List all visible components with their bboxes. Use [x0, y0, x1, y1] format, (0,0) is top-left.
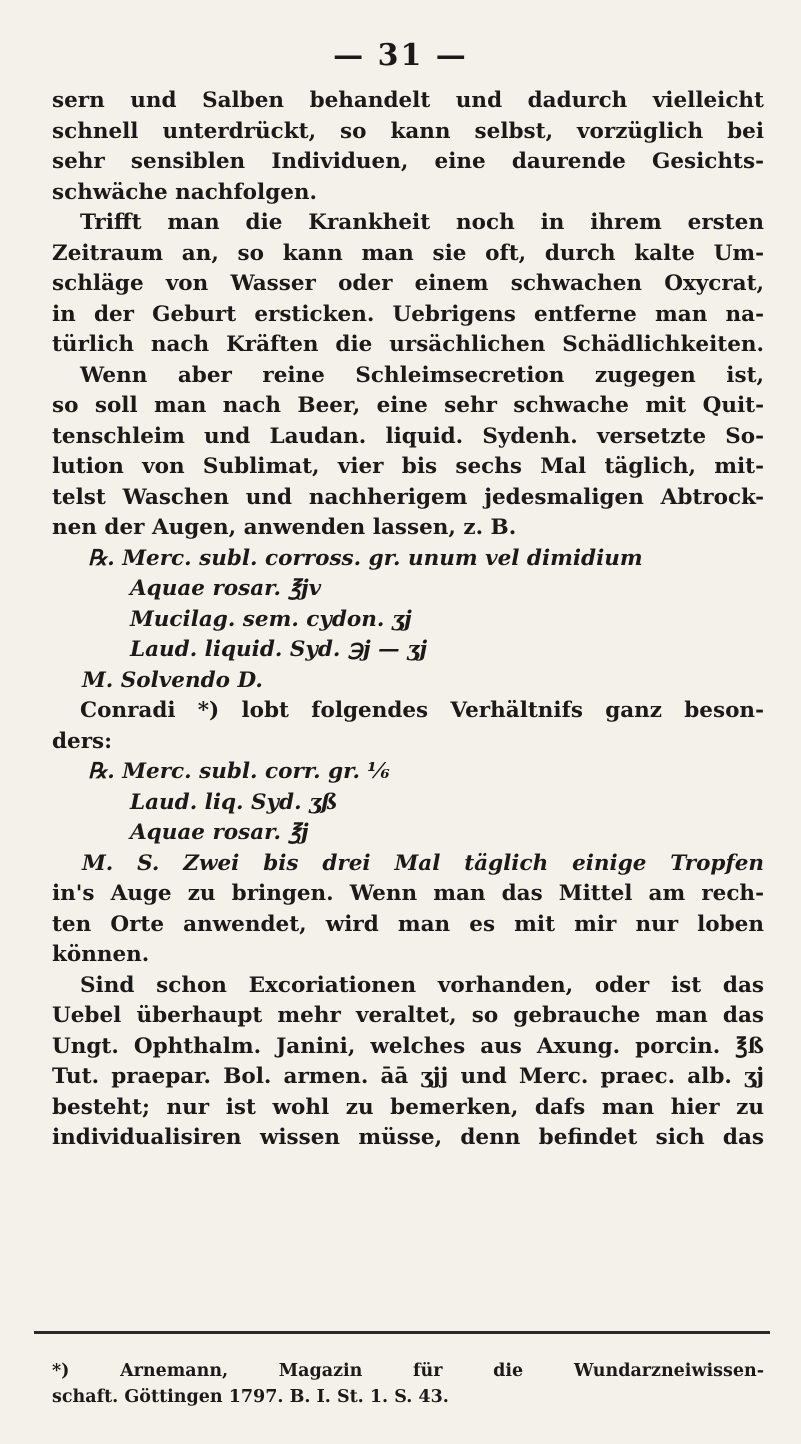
text-line: M. Solvendo D.	[82, 667, 263, 693]
text-line: M. S. Zwei bis drei Mal täglich einige Tropfen	[82, 850, 764, 876]
text-line: ℞. Merc. subl. corr. gr. ⅙	[88, 759, 390, 784]
text-line: Wenn aber reine Schleimsecretion zugegen ist,	[80, 362, 764, 388]
footnote-line: *) Arnemann, Magazin für die Wundarzneiwissen-	[52, 1361, 764, 1381]
footnote-divider	[34, 1331, 770, 1334]
text-line: individualisiren wissen müsse, denn befindet sich das	[52, 1125, 764, 1150]
text-line: in's Auge zu bringen. Wenn man das Mittel am rech-	[52, 881, 764, 906]
text-line: Mucilag. sem. cydon. ʒj	[130, 606, 412, 632]
text-line: nen der Augen, anwenden lassen, z. B.	[52, 515, 517, 540]
footnote-line: schaft. Göttingen 1797. B. I. St. 1. S. 43.	[52, 1387, 449, 1407]
text-line: sern und Salben behandelt und dadurch vielleicht	[52, 88, 764, 113]
text-line: türlich nach Kräften die ursächlichen Schädlichkeiten.	[52, 332, 764, 357]
text-line: Aquae rosar. ℥j	[130, 820, 309, 845]
text-line: so soll man nach Beer, eine sehr schwache mit Quit-	[52, 393, 764, 418]
body-text	[52, 86, 764, 1154]
text-line: ders:	[52, 728, 113, 754]
text-line: Uebel überhaupt mehr veraltet, so gebrauche man das	[52, 1003, 764, 1028]
text-line: können.	[52, 942, 150, 967]
footnote	[52, 1358, 764, 1410]
page-number: — 31 —	[333, 38, 468, 73]
text-line: Conradi *) lobt folgendes Verhältnifs ganz beson-	[80, 698, 764, 723]
text-line: ℞. Merc. subl. corross. gr. unum vel dimidium	[88, 545, 643, 571]
text-line: ten Orte anwendet, wird man es mit mir nur loben	[52, 911, 764, 937]
text-line: Tut. praepar. Bol. armen. āā ʒjj und Merc. praec. alb. ʒj	[52, 1064, 764, 1089]
text-line: besteht; nur ist wohl zu bemerken, dafs man hier zu	[52, 1094, 764, 1120]
text-line: schwäche nachfolgen.	[52, 179, 318, 205]
text-line: Sind schon Excoriationen vorhanden, oder ist das	[80, 972, 764, 998]
text-line: in der Geburt ersticken. Uebrigens entferne man na-	[52, 301, 764, 327]
text-line: Zeitraum an, so kann man sie oft, durch kalte Um-	[52, 240, 764, 266]
text-line: lution von Sublimat, vier bis sechs Mal täglich, mit-	[52, 454, 764, 479]
text-line: schläge von Wasser oder einem schwachen Oxycrat,	[52, 271, 764, 296]
text-line: tenschleim und Laudan. liquid. Sydenh. versetzte So-	[52, 423, 764, 449]
text-line: telst Waschen und nachherigem jedesmaligen Abtrock-	[52, 484, 764, 510]
text-line: schnell unterdrückt, so kann selbst, vorzüglich bei	[52, 118, 764, 144]
text-line: Trifft man die Krankheit noch in ihrem ersten	[80, 210, 764, 235]
text-line: Laud. liq. Syd. ʒß	[130, 789, 338, 815]
text-line: Aquae rosar. ℥jv	[130, 576, 322, 601]
text-line: sehr sensiblen Individuen, eine daurende Gesichts-	[52, 149, 764, 174]
text-line: Ungt. Ophthalm. Janini, welches aus Axung. porcin. ℥ß	[52, 1033, 764, 1059]
text-line: Laud. liquid. Syd. ℈j — ʒj	[130, 637, 428, 662]
